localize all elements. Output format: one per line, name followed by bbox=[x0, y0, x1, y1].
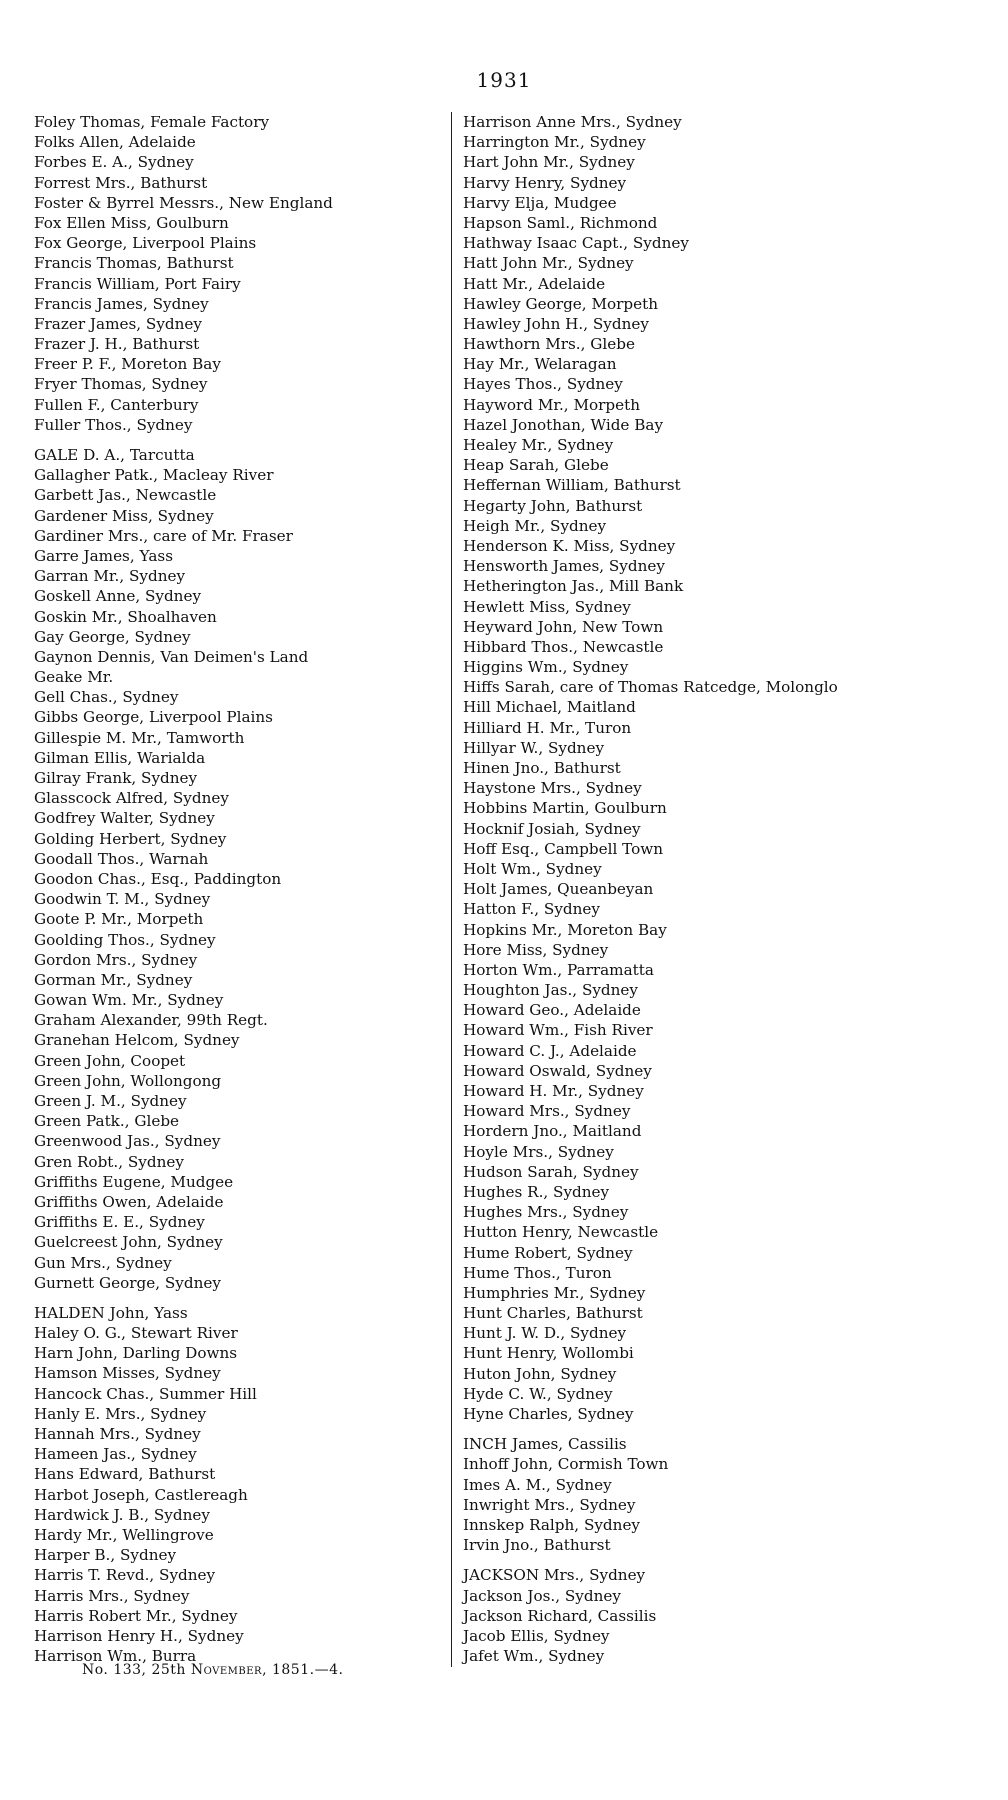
list-item: Hiffs Sarah, care of Thomas Ratcedge, Molonglo bbox=[463, 678, 838, 697]
list-item: Hawley George, Morpeth bbox=[463, 294, 658, 313]
list-item: Greenwood Jas., Sydney bbox=[34, 1132, 221, 1151]
list-item: Hardwick J. B., Sydney bbox=[34, 1505, 210, 1524]
list-item: Inwright Mrs., Sydney bbox=[463, 1495, 636, 1514]
list-item: Hatt John Mr., Sydney bbox=[463, 254, 634, 273]
list-item: Harrison Wm., Burra bbox=[34, 1647, 197, 1666]
list-item: Gowan Wm. Mr., Sydney bbox=[34, 991, 224, 1010]
left-column bbox=[34, 112, 444, 1666]
list-item: Horton Wm., Parramatta bbox=[463, 960, 654, 979]
list-item: Frazer James, Sydney bbox=[34, 314, 202, 333]
list-item: Gay George, Sydney bbox=[34, 627, 191, 646]
list-item: Gorman Mr., Sydney bbox=[34, 970, 193, 989]
list-item: Hart John Mr., Sydney bbox=[463, 153, 635, 172]
list-item: Hobbins Martin, Goulburn bbox=[463, 799, 667, 818]
list-item: Hilliard H. Mr., Turon bbox=[463, 718, 632, 737]
list-item: Hannah Mrs., Sydney bbox=[34, 1425, 201, 1443]
list-item: Harris Robert Mr., Sydney bbox=[34, 1606, 238, 1625]
list-item: Fryer Thomas, Sydney bbox=[34, 375, 208, 394]
list-item: Harn John, Darling Downs bbox=[34, 1344, 238, 1363]
list-item: Goodon Chas., Esq., Paddington bbox=[34, 869, 282, 888]
list-item: Hyne Charles, Sydney bbox=[463, 1405, 634, 1423]
list-item: Hume Thos., Turon bbox=[463, 1263, 612, 1282]
list-item: Huton John, Sydney bbox=[463, 1364, 617, 1383]
list-item: Goolding Thos., Sydney bbox=[34, 930, 216, 949]
list-item: Griffiths Owen, Adelaide bbox=[34, 1192, 224, 1211]
list-item: Hunt J. W. D., Sydney bbox=[463, 1324, 627, 1343]
list-item: Hameen Jas., Sydney bbox=[34, 1445, 197, 1464]
list-item: Goodwin T. M., Sydney bbox=[34, 890, 211, 909]
list-item: Hayword Mr., Morpeth bbox=[463, 395, 641, 414]
list-item: Humphries Mr., Sydney bbox=[463, 1283, 646, 1302]
list-item: Frazer J. H., Bathurst bbox=[34, 335, 200, 354]
list-item: Hegarty John, Bathurst bbox=[463, 496, 643, 515]
right-column bbox=[463, 112, 983, 1666]
list-item: Hatton F., Sydney bbox=[463, 900, 600, 919]
list-item: Goskell Anne, Sydney bbox=[34, 587, 202, 606]
list-item: Hordern Jno., Maitland bbox=[463, 1122, 642, 1141]
list-item: Glasscock Alfred, Sydney bbox=[34, 789, 229, 808]
list-item: Garran Mr., Sydney bbox=[34, 567, 186, 586]
list-item: Jacob Ellis, Sydney bbox=[463, 1626, 610, 1645]
list-item: Hoff Esq., Campbell Town bbox=[463, 839, 664, 858]
list-item: Hamson Misses, Sydney bbox=[34, 1364, 221, 1383]
list-item: Hoyle Mrs., Sydney bbox=[463, 1142, 614, 1161]
list-item: Hore Miss, Sydney bbox=[463, 940, 609, 959]
list-item: Hanly E. Mrs., Sydney bbox=[34, 1404, 207, 1423]
list-item: Gardener Miss, Sydney bbox=[34, 506, 214, 525]
list-item: Hutton Henry, Newcastle bbox=[463, 1223, 659, 1242]
list-item: Fox George, Liverpool Plains bbox=[34, 234, 257, 253]
list-item: Howard C. J., Adelaide bbox=[463, 1041, 637, 1060]
list-item: Francis Thomas, Bathurst bbox=[34, 254, 234, 273]
list-item: Granehan Helcom, Sydney bbox=[34, 1031, 240, 1050]
list-item: Gaynon Dennis, Van Deimen's Land bbox=[34, 647, 309, 666]
list-item: Hapson Saml., Richmond bbox=[463, 213, 658, 232]
list-item: Green John, Wollongong bbox=[34, 1071, 222, 1090]
list-item: Hume Robert, Sydney bbox=[463, 1243, 633, 1262]
list-item: Harvy Elja, Mudgee bbox=[463, 193, 617, 212]
list-item: JACKSON Mrs., Sydney bbox=[463, 1566, 646, 1585]
list-item: Harbot Joseph, Castlereagh bbox=[34, 1485, 248, 1504]
list-item: Goodall Thos., Warnah bbox=[34, 849, 209, 868]
list-item: Imes A. M., Sydney bbox=[463, 1475, 612, 1494]
list-item: Hewlett Miss, Sydney bbox=[463, 597, 631, 616]
list-item: Harvy Henry, Sydney bbox=[463, 173, 627, 192]
list-item: Jackson Richard, Cassilis bbox=[463, 1606, 657, 1625]
list-item: Gurnett George, Sydney bbox=[34, 1273, 221, 1292]
list-item: Harris T. Revd., Sydney bbox=[34, 1566, 216, 1585]
list-item: Jackson Jos., Sydney bbox=[463, 1586, 621, 1605]
list-item: Hillyar W., Sydney bbox=[463, 738, 605, 757]
list-item: Hawthorn Mrs., Glebe bbox=[463, 335, 635, 354]
list-item: Foster & Byrrel Messrs., New England bbox=[34, 193, 333, 212]
list-item: Green John, Coopet bbox=[34, 1051, 186, 1070]
list-item: Griffiths E. E., Sydney bbox=[34, 1213, 205, 1232]
list-item: Fuller Thos., Sydney bbox=[34, 415, 193, 434]
list-item: Gun Mrs., Sydney bbox=[34, 1253, 172, 1272]
list-item: Gardiner Mrs., care of Mr. Fraser bbox=[34, 526, 293, 545]
list-item: Forbes E. A., Sydney bbox=[34, 153, 194, 172]
list-item: Howard H. Mr., Sydney bbox=[463, 1082, 644, 1100]
list-item: Hopkins Mr., Moreton Bay bbox=[463, 920, 667, 939]
list-item: INCH James, Cassilis bbox=[463, 1435, 627, 1454]
list-item: Haystone Mrs., Sydney bbox=[463, 779, 642, 798]
list-item: Harrison Henry H., Sydney bbox=[34, 1626, 244, 1645]
list-item: Healey Mr., Sydney bbox=[463, 436, 614, 454]
list-item: Green Patk., Glebe bbox=[34, 1112, 180, 1131]
list-item: GALE D. A., Tarcutta bbox=[34, 446, 195, 464]
list-item: Hocknif Josiah, Sydney bbox=[463, 819, 641, 838]
list-item: Howard Mrs., Sydney bbox=[463, 1102, 631, 1121]
list-item: Gilray Frank, Sydney bbox=[34, 769, 198, 787]
list-item: Hetherington Jas., Mill Bank bbox=[463, 577, 684, 596]
list-item: Hardy Mr., Wellingrove bbox=[34, 1525, 214, 1544]
list-item: Higgins Wm., Sydney bbox=[463, 658, 629, 677]
list-item: Harrison Anne Mrs., Sydney bbox=[463, 113, 682, 131]
page-footer bbox=[82, 1662, 343, 1678]
list-item: Geake Mr. bbox=[34, 668, 114, 687]
list-item: Graham Alexander, 99th Regt. bbox=[34, 1011, 268, 1030]
list-item: Garbett Jas., Newcastle bbox=[34, 486, 217, 505]
list-item: Fullen F., Canterbury bbox=[34, 395, 199, 414]
list-item: Holt James, Queanbeyan bbox=[463, 880, 654, 899]
list-item: Inhoff John, Cormish Town bbox=[463, 1455, 669, 1474]
list-item: Hill Michael, Maitland bbox=[463, 698, 636, 717]
list-item: Irvin Jno., Bathurst bbox=[463, 1536, 611, 1555]
list-item: Hancock Chas., Summer Hill bbox=[34, 1384, 257, 1403]
list-item: Garre James, Yass bbox=[34, 546, 173, 565]
list-item: Gallagher Patk., Macleay River bbox=[34, 466, 274, 485]
list-item: Goote P. Mr., Morpeth bbox=[34, 910, 204, 929]
list-item: Fox Ellen Miss, Goulburn bbox=[34, 213, 229, 232]
list-item: Forrest Mrs., Bathurst bbox=[34, 173, 208, 192]
list-item: Godfrey Walter, Sydney bbox=[34, 809, 215, 828]
list-item: Harrington Mr., Sydney bbox=[463, 133, 646, 152]
list-item: Hudson Sarah, Sydney bbox=[463, 1162, 639, 1181]
list-item: Hunt Henry, Wollombi bbox=[463, 1344, 634, 1363]
list-item: Heap Sarah, Glebe bbox=[463, 456, 609, 475]
list-item: HALDEN John, Yass bbox=[34, 1303, 188, 1322]
list-item: Green J. M., Sydney bbox=[34, 1092, 187, 1110]
list-item: Hibbard Thos., Newcastle bbox=[463, 637, 664, 656]
list-item: Hunt Charles, Bathurst bbox=[463, 1304, 643, 1323]
list-item: Howard Geo., Adelaide bbox=[463, 1001, 641, 1020]
list-item: Hay Mr., Welaragan bbox=[463, 355, 617, 374]
list-item: Hathway Isaac Capt., Sydney bbox=[463, 234, 689, 253]
list-item: Foley Thomas, Female Factory bbox=[34, 113, 270, 131]
list-item: Hughes Mrs., Sydney bbox=[463, 1203, 629, 1222]
list-item: Howard Wm., Fish River bbox=[463, 1021, 653, 1040]
list-item: Freer P. F., Moreton Bay bbox=[34, 355, 221, 374]
list-item: Hans Edward, Bathurst bbox=[34, 1465, 216, 1484]
footer-suffix: , 1851.—4. bbox=[262, 1662, 344, 1678]
list-item: Hensworth James, Sydney bbox=[463, 557, 665, 576]
list-item: Folks Allen, Adelaide bbox=[34, 133, 196, 152]
list-item: Haley O. G., Stewart River bbox=[34, 1324, 238, 1343]
list-item: Hatt Mr., Adelaide bbox=[463, 274, 606, 293]
list-item: Gibbs George, Liverpool Plains bbox=[34, 708, 273, 727]
page-number: 1931 bbox=[476, 68, 532, 92]
footer-prefix: No. 133, 25th bbox=[82, 1662, 191, 1678]
list-item: Holt Wm., Sydney bbox=[463, 859, 602, 878]
list-item: Francis William, Port Fairy bbox=[34, 274, 241, 293]
list-item: Hinen Jno., Bathurst bbox=[463, 759, 621, 777]
list-item: Golding Herbert, Sydney bbox=[34, 829, 227, 848]
list-item: Gilman Ellis, Warialda bbox=[34, 748, 206, 767]
list-item: Heffernan William, Bathurst bbox=[463, 476, 681, 495]
list-item: Harris Mrs., Sydney bbox=[34, 1586, 190, 1605]
list-item: Hughes R., Sydney bbox=[463, 1182, 610, 1201]
list-item: Henderson K. Miss, Sydney bbox=[463, 536, 676, 555]
list-item: Heyward John, New Town bbox=[463, 617, 664, 636]
list-item: Hazel Jonothan, Wide Bay bbox=[463, 415, 664, 434]
footer-month: November bbox=[190, 1662, 263, 1678]
list-item: Goskin Mr., Shoalhaven bbox=[34, 607, 217, 626]
column-divider bbox=[451, 112, 452, 1667]
list-item: Houghton Jas., Sydney bbox=[463, 981, 639, 1000]
list-item: Heigh Mr., Sydney bbox=[463, 516, 607, 535]
list-item: Innskep Ralph, Sydney bbox=[463, 1515, 641, 1534]
list-item: Howard Oswald, Sydney bbox=[463, 1061, 652, 1080]
list-item: Hawley John H., Sydney bbox=[463, 314, 649, 333]
list-item: Gren Robt., Sydney bbox=[34, 1152, 184, 1171]
list-item: Gell Chas., Sydney bbox=[34, 688, 179, 707]
list-item: Hayes Thos., Sydney bbox=[463, 375, 623, 394]
list-item: Hyde C. W., Sydney bbox=[463, 1384, 613, 1403]
list-item: Gillespie M. Mr., Tamworth bbox=[34, 728, 245, 747]
list-item: Jafet Wm., Sydney bbox=[463, 1647, 605, 1666]
list-item: Griffiths Eugene, Mudgee bbox=[34, 1172, 234, 1191]
list-item: Francis James, Sydney bbox=[34, 294, 209, 313]
list-item: Guelcreest John, Sydney bbox=[34, 1233, 223, 1252]
list-item: Gordon Mrs., Sydney bbox=[34, 950, 198, 969]
list-item: Harper B., Sydney bbox=[34, 1546, 177, 1565]
